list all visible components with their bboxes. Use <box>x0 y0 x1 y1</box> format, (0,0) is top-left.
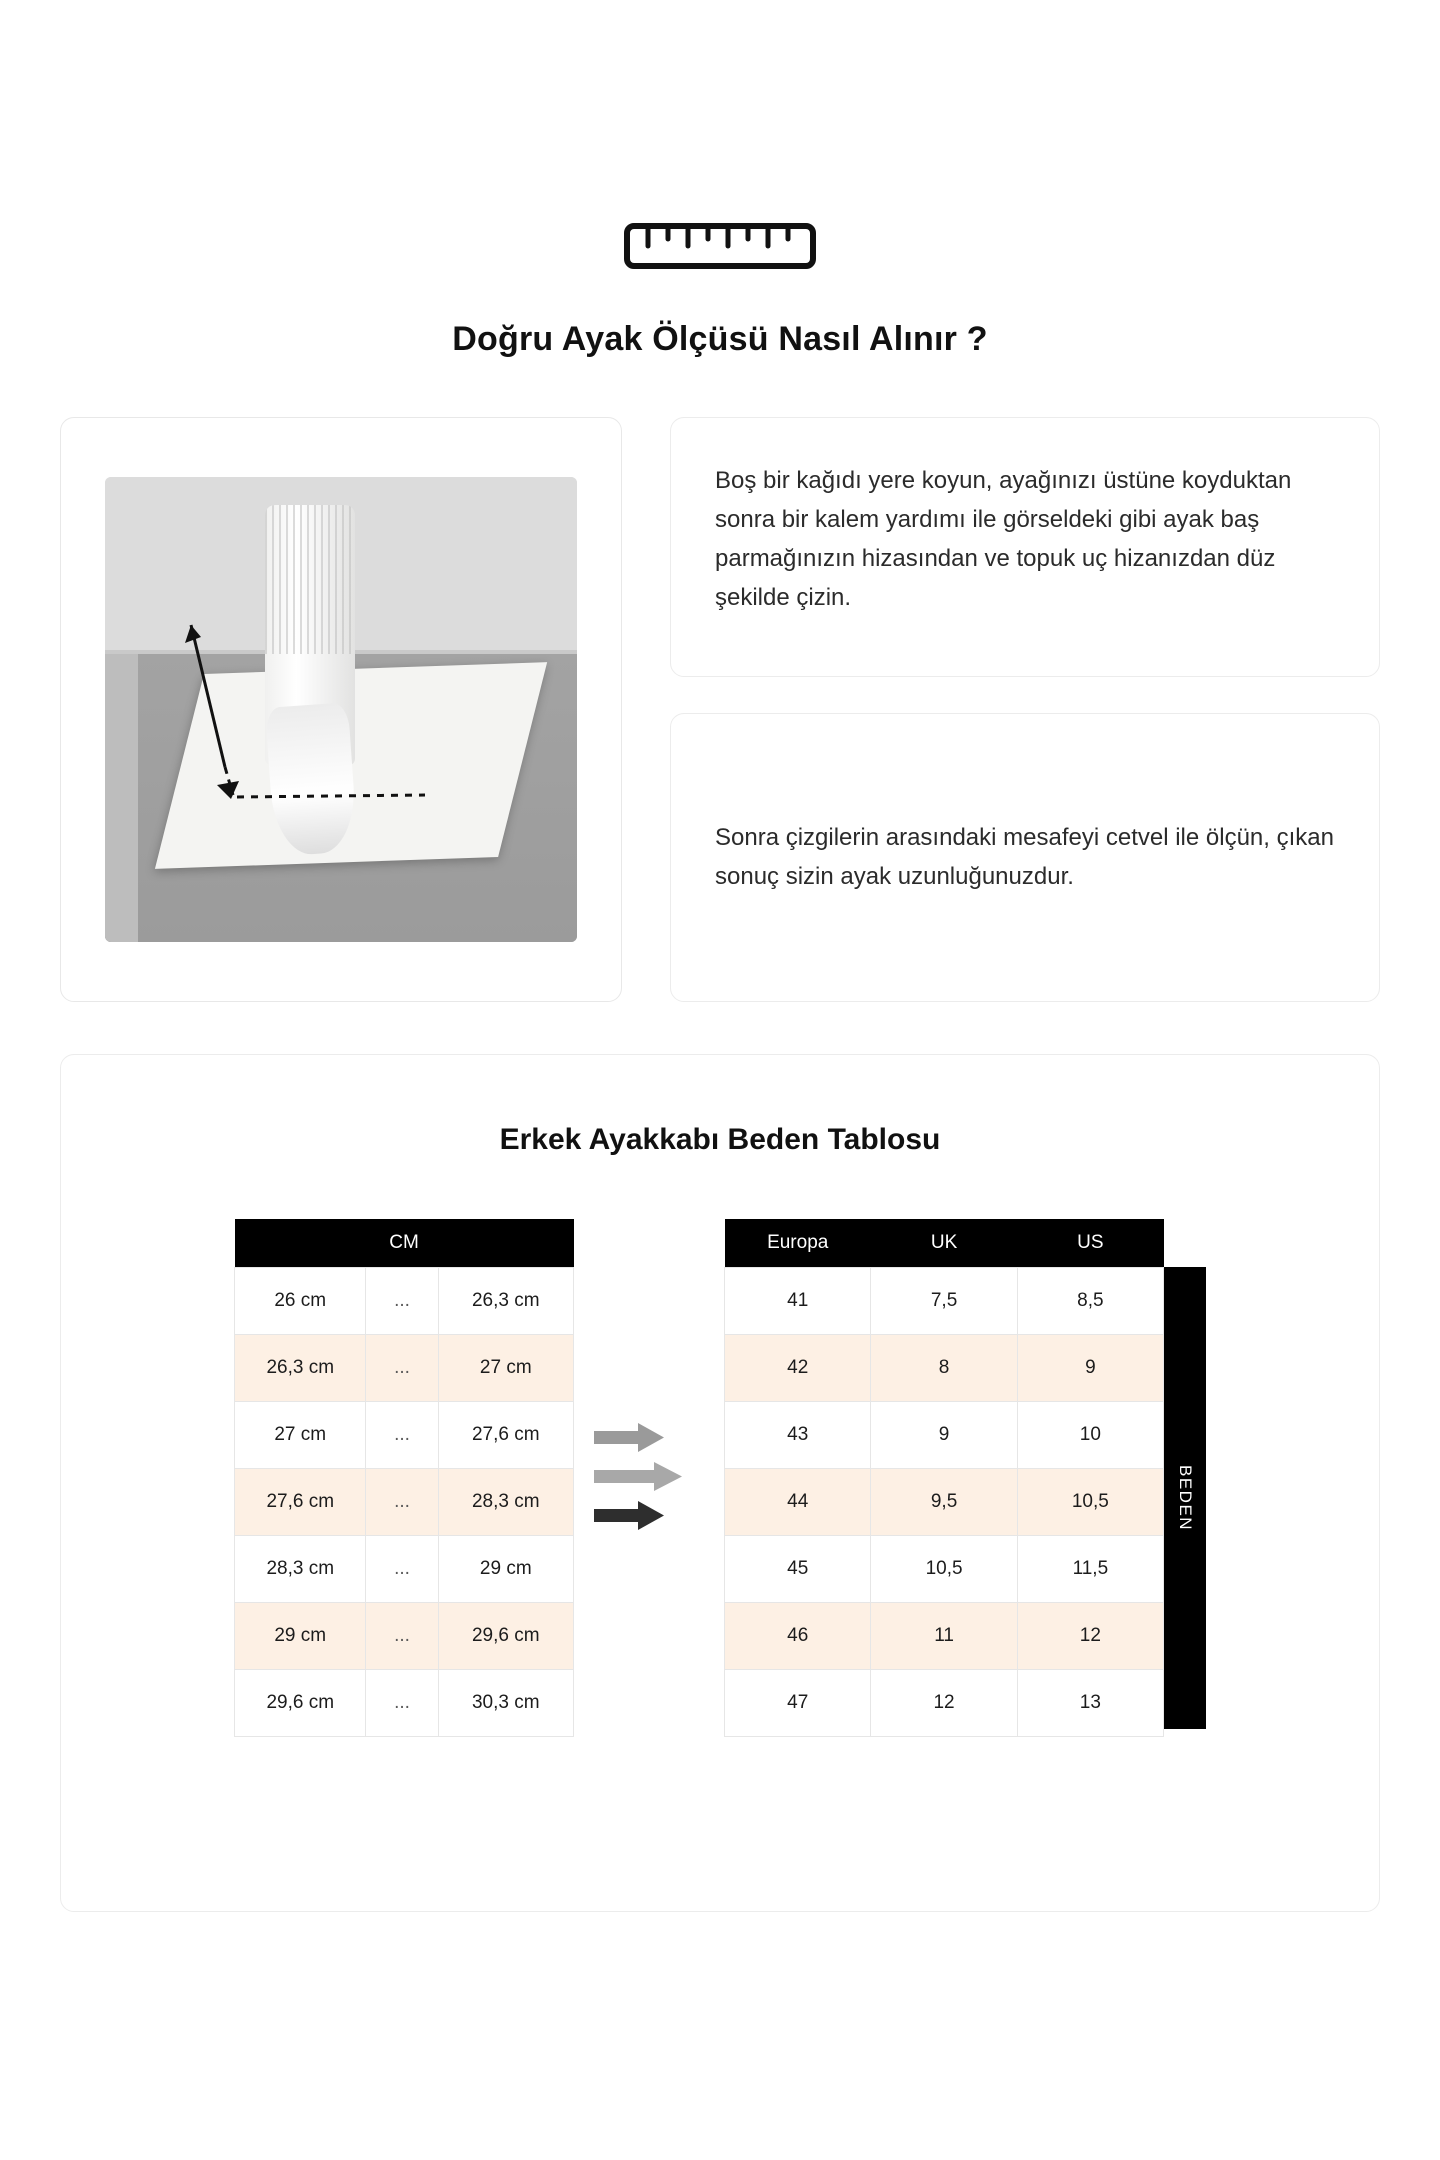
cm-dots-cell: ... <box>366 1670 438 1737</box>
cm-to-cell: 26,3 cm <box>438 1268 573 1335</box>
size-table-row <box>725 1536 1164 1603</box>
ruler-icon <box>624 212 816 274</box>
cm-to-cell: 27,6 cm <box>438 1402 573 1469</box>
size-cell: 13 <box>1017 1670 1163 1737</box>
cm-table-row <box>235 1469 574 1536</box>
cm-table-row <box>235 1603 574 1670</box>
cm-from-cell: 29,6 cm <box>235 1670 366 1737</box>
cm-dots-cell: ... <box>366 1335 438 1402</box>
cm-to-cell: 28,3 cm <box>438 1469 573 1536</box>
ruler-icon-wrap <box>60 0 1380 274</box>
cm-table-row <box>235 1335 574 1402</box>
size-cell: 46 <box>725 1603 871 1670</box>
cm-from-cell: 28,3 cm <box>235 1536 366 1603</box>
beden-side-label <box>1164 1267 1206 1729</box>
arrow-right-icon <box>594 1419 704 1539</box>
cm-to-cell: 27 cm <box>438 1335 573 1402</box>
page-title: Doğru Ayak Ölçüsü Nasıl Alınır ? <box>452 320 988 358</box>
size-cell: 10 <box>1017 1402 1163 1469</box>
instruction-card-1 <box>670 417 1380 677</box>
size-cell: 44 <box>725 1469 871 1536</box>
size-cell: 7,5 <box>871 1268 1017 1335</box>
size-table-header-row <box>725 1219 1164 1268</box>
size-cell: 45 <box>725 1536 871 1603</box>
size-cell: 12 <box>871 1670 1017 1737</box>
size-table-row <box>725 1670 1164 1737</box>
cm-from-cell: 29 cm <box>235 1603 366 1670</box>
size-cell: 8,5 <box>1017 1268 1163 1335</box>
size-cell: 9 <box>1017 1335 1163 1402</box>
cm-from-cell: 27 cm <box>235 1402 366 1469</box>
cm-from-cell: 26,3 cm <box>235 1335 366 1402</box>
cm-dots-cell: ... <box>366 1603 438 1670</box>
size-cell: 9 <box>871 1402 1017 1469</box>
size-cell: 42 <box>725 1335 871 1402</box>
size-table <box>724 1219 1164 1737</box>
instruction-text-1: Boş bir kağıdı yere koyun, ayağınızı üstüne koyduktan sonra bir kalem yardımı ile görseldeki gibi ayak baş parmağınızın hizasından ve topuk uç hizanızdan düz şekilde çizin. <box>715 467 1292 611</box>
size-tables-row <box>61 1219 1379 1739</box>
cm-dots-cell: ... <box>366 1536 438 1603</box>
size-cell: 12 <box>1017 1603 1163 1670</box>
size-cell: 8 <box>871 1335 1017 1402</box>
size-table-row <box>725 1603 1164 1670</box>
size-table-row <box>725 1335 1164 1402</box>
cm-header: CM <box>235 1219 574 1268</box>
instructions-section <box>60 417 1380 1002</box>
cm-table-row <box>235 1536 574 1603</box>
arrows-group <box>574 1219 724 1739</box>
size-table-title: Erkek Ayakkabı Beden Tablosu <box>499 1123 941 1156</box>
size-table-panel <box>60 1054 1380 1912</box>
cm-dots-cell: ... <box>366 1268 438 1335</box>
measure-arrow-icon <box>105 477 577 942</box>
size-cell: 10,5 <box>1017 1469 1163 1536</box>
size-table-row <box>725 1469 1164 1536</box>
cm-from-cell: 26 cm <box>235 1268 366 1335</box>
cm-table-row <box>235 1268 574 1335</box>
instruction-card-2 <box>670 713 1380 1002</box>
size-table-row <box>725 1268 1164 1335</box>
cm-to-cell: 29 cm <box>438 1536 573 1603</box>
photo-card <box>60 417 622 1002</box>
cm-table <box>234 1219 574 1737</box>
cm-from-cell: 27,6 cm <box>235 1469 366 1536</box>
cm-to-cell: 29,6 cm <box>438 1603 573 1670</box>
cm-table-header-row <box>235 1219 574 1268</box>
cm-dots-cell: ... <box>366 1469 438 1536</box>
size-cell: 9,5 <box>871 1469 1017 1536</box>
cm-table-row <box>235 1402 574 1469</box>
size-cell: 11,5 <box>1017 1536 1163 1603</box>
size-header-us: US <box>1017 1219 1163 1268</box>
size-cell: 47 <box>725 1670 871 1737</box>
beden-label-text: BEDEN <box>1176 1464 1195 1532</box>
size-cell: 11 <box>871 1603 1017 1670</box>
cm-to-cell: 30,3 cm <box>438 1670 573 1737</box>
cm-table-row <box>235 1670 574 1737</box>
foot-measurement-photo <box>105 477 577 942</box>
size-table-row <box>725 1402 1164 1469</box>
instruction-text-column <box>670 417 1380 1002</box>
cm-dots-cell: ... <box>366 1402 438 1469</box>
size-header-europa: Europa <box>725 1219 871 1268</box>
size-cell: 43 <box>725 1402 871 1469</box>
instruction-text-2: Sonra çizgilerin arasındaki mesafeyi cetvel ile ölçün, çıkan sonuç sizin ayak uzunluğunuzdur. <box>715 823 1334 890</box>
size-cell: 10,5 <box>871 1536 1017 1603</box>
size-header-uk: UK <box>871 1219 1017 1268</box>
size-cell: 41 <box>725 1268 871 1335</box>
